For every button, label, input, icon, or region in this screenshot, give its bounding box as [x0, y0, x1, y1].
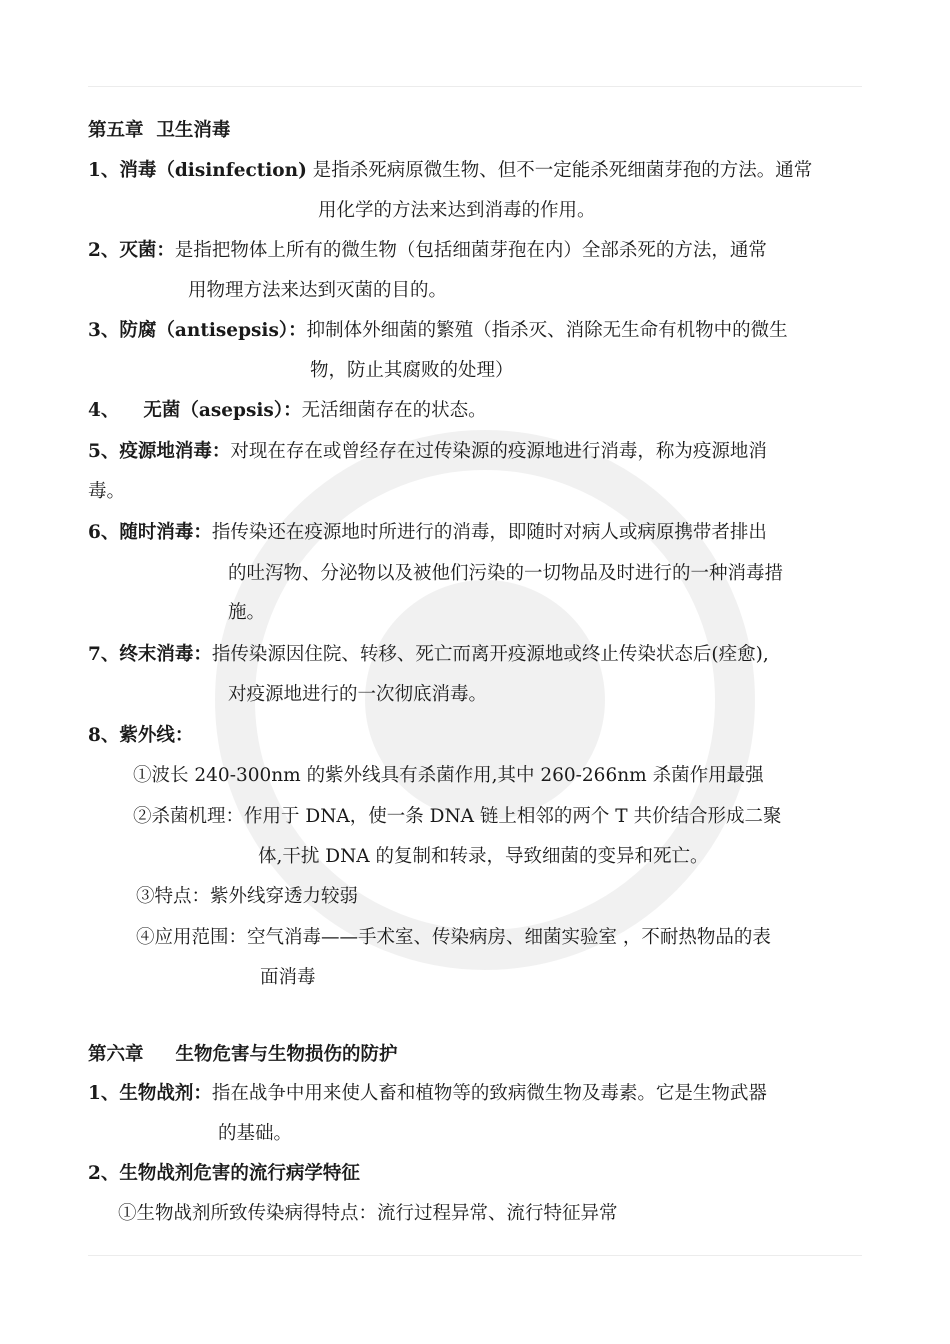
chapter-5-heading [88, 118, 230, 144]
item-definition: 指在战争中用来使人畜和植物等的致病微生物及毒素。它是生物武器 [211, 1083, 767, 1104]
item-term: 疫源地消毒： [119, 441, 231, 462]
item-term: 随时消毒： [119, 522, 212, 543]
item-number: 1、 [88, 160, 120, 181]
item-number: 2、 [88, 240, 120, 261]
item-number: 2、 [88, 1163, 120, 1184]
uv-point: ②杀菌机理：作用于 DNA，使一条 DNA 链上相邻的两个 T 共价结合形成二聚 [133, 806, 782, 827]
uv-point: ①波长 240-300nm 的紫外线具有杀菌作用,其中 260-266nm 杀菌作用最强 [133, 765, 764, 786]
list-item [88, 398, 487, 424]
item-continuation: 对疫源地进行的一次彻底消毒。 [228, 684, 488, 705]
item-term: 终末消毒： [119, 644, 212, 665]
list-item [88, 158, 812, 184]
item-number: 4、 [88, 400, 120, 421]
chapter-6-heading [88, 1042, 398, 1068]
list-item [88, 1081, 767, 1107]
item-definition: 是指杀死病原微生物、但不一定能杀死细菌芽孢的方法。通常 [312, 160, 813, 181]
item-continuation: 毒。 [88, 481, 126, 502]
point: ①生物战剂所致传染病得特点：流行过程异常、流行特征异常 [118, 1203, 618, 1224]
item-number: 5、 [88, 441, 120, 462]
item-definition: 是指把物体上所有的微生物（包括细菌芽孢在内）全部杀死的方法，通常 [174, 240, 767, 261]
list-item [88, 520, 767, 546]
list-item [88, 238, 767, 264]
item-number: 3、 [88, 320, 120, 341]
list-item [88, 1161, 360, 1187]
uv-point: ④应用范围：空气消毒——手术室、传染病房、细菌实验室 ，不耐热物品的表 [136, 927, 771, 948]
item-definition: 指传染还在疫源地时所进行的消毒，即随时对病人或病原携带者排出 [211, 522, 767, 543]
item-number: 7、 [88, 644, 120, 665]
list-item [88, 439, 767, 465]
list-item [88, 318, 788, 344]
item-continuation: 的吐泻物、分泌物以及被他们污染的一切物品及时进行的一种消毒措 [228, 563, 784, 584]
uv-point-continuation: 面消毒 [260, 967, 316, 988]
item-number: 8、 [88, 725, 120, 746]
item-number: 6、 [88, 522, 120, 543]
item-term: 消毒（disinfection) [119, 160, 307, 181]
uv-point-continuation: 体,干扰 DNA 的复制和转录，导致细菌的变异和死亡。 [258, 846, 709, 867]
item-continuation: 的基础。 [218, 1123, 293, 1144]
chapter-5-title: 卫生消毒 [156, 120, 231, 141]
chapter-6-title: 生物危害与生物损伤的防护 [175, 1044, 398, 1065]
chapter-6-number: 第六章 [88, 1044, 144, 1065]
list-item [88, 723, 193, 749]
list-item [88, 642, 769, 668]
item-definition: 指传染源因住院、转移、死亡而离开疫源地或终止传染状态后(痊愈), [211, 644, 769, 665]
item-definition: 对现在存在或曾经存在过传染源的疫源地进行消毒，称为疫源地消 [230, 441, 767, 462]
item-term: 生物战剂： [119, 1083, 212, 1104]
item-continuation: 施。 [228, 602, 266, 623]
item-definition: 无活细菌存在的状态。 [301, 400, 487, 421]
item-definition: 抑制体外细菌的繁殖（指杀灭、消除无生命有机物中的微生 [306, 320, 788, 341]
item-term: 无菌（asepsis）： [143, 400, 302, 421]
item-continuation: 物，防止其腐败的处理） [310, 360, 514, 381]
top-divider [88, 86, 862, 87]
item-term: 防腐（antisepsis）： [119, 320, 307, 341]
item-term: 灭菌： [119, 240, 175, 261]
item-continuation: 用物理方法来达到灭菌的目的。 [188, 280, 448, 301]
item-term: 紫外线： [119, 725, 194, 746]
item-number: 1、 [88, 1083, 120, 1104]
chapter-5-number: 第五章 [88, 120, 144, 141]
item-term: 生物战剂危害的流行病学特征 [119, 1163, 360, 1184]
item-continuation: 用化学的方法来达到消毒的作用。 [318, 200, 596, 221]
bottom-divider [88, 1255, 862, 1256]
uv-point: ③特点：紫外线穿透力较弱 [136, 886, 359, 907]
